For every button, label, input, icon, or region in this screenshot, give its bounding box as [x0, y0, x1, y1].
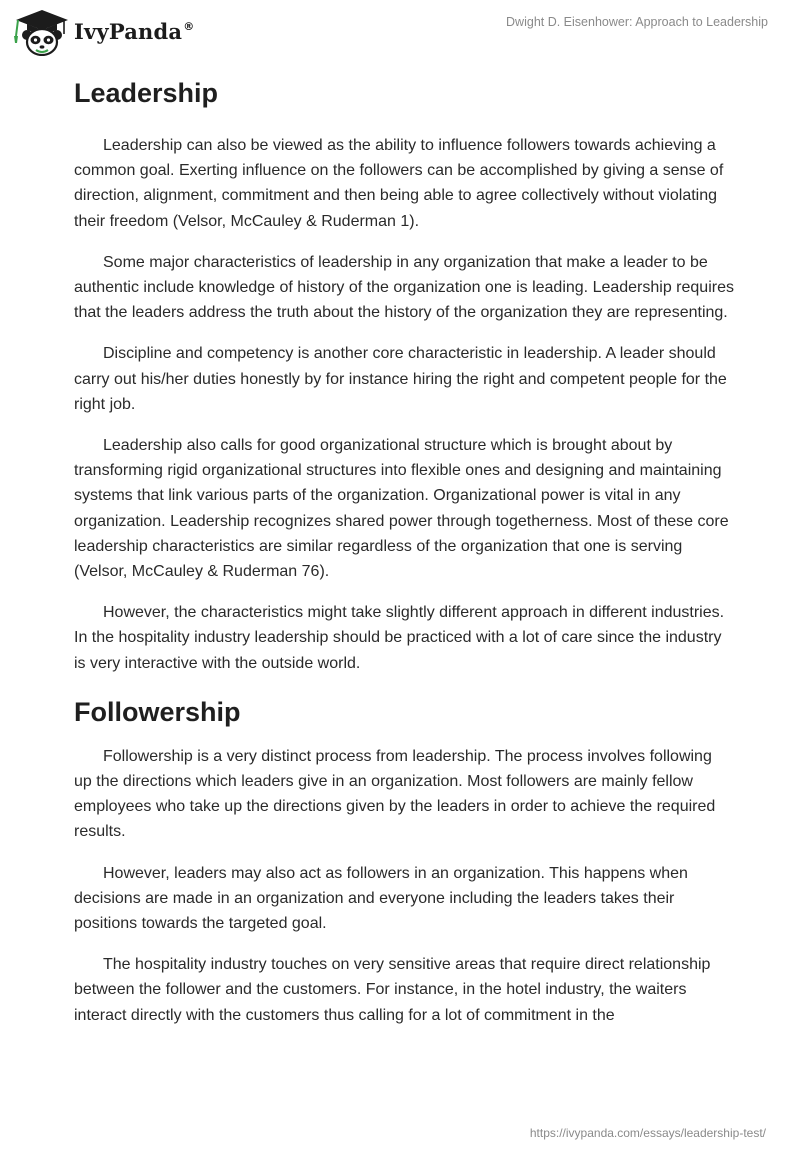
page-header	[0, 0, 800, 60]
ivypanda-logo[interactable]	[14, 8, 194, 56]
paragraph: Leadership can also be viewed as the ability to influence followers towards achieving a common goal. Exerting influence on the followers can be accomplished by giving a sense of direction, alignment, commitment and then being able to agree collectively without violating their freedom (Velsor, McCauley & Ruderman 1).	[74, 137, 724, 230]
paragraph: Leadership also calls for good organizational structure which is brought about by transforming rigid organizational structures into flexible ones and designing and maintaining systems that link various parts of the organization. Organizational power is vital in any organization. Leadership recognizes shared power through togetherness. Most of these core leadership characteristics are similar regardless of the organization that one is serving (Velsor, McCauley & Ruderman 76).	[74, 437, 729, 581]
paragraph: Some major characteristics of leadership in any organization that make a leader to be authentic include knowledge of history of the organization one is leading. Leadership requires that the leaders address the truth about the history of the organization they are representing.	[74, 253, 734, 322]
section-heading-leadership: Leadership	[74, 78, 219, 108]
paragraph: However, the characteristics might take slightly different approach in different industries. In the hospitality industry leadership should be practiced with a lot of care since the industry is very interactive with the outside world.	[74, 604, 725, 672]
logo-wordmark	[74, 19, 194, 44]
essay-content	[74, 70, 734, 1044]
paragraph: Followership is a very distinct process from leadership. The process involves following up the directions which leaders give in an organization. Most followers are mainly fellow employees who take up the directions given by the leaders in order to achieve the required results.	[74, 747, 716, 841]
document-title: Dwight D. Eisenhower: Approach to Leadership	[506, 15, 768, 29]
source-url-link[interactable]: https://ivypanda.com/essays/leadership-test/	[529, 1126, 766, 1140]
logo-text: IvyPanda	[74, 18, 183, 44]
section-heading-followership: Followership	[74, 696, 241, 727]
registered-mark: ®	[183, 19, 195, 33]
paragraph: The hospitality industry touches on very sensitive areas that require direct relationship between the follower and the customers. For instance, in the hotel industry, the waiters interact directly with the customers thus calling for a lot of commitment in the	[74, 956, 711, 1024]
paragraph: However, leaders may also act as followers in an organization. This happens when decisions are made in an organization and everyone including the leaders takes their positions towards the targeted goal.	[74, 864, 688, 933]
panda-graduate-icon	[14, 8, 70, 56]
paragraph: Discipline and competency is another core characteristic in leadership. A leader should carry out his/her duties honestly by for instance hiring the right and competent people for the right job.	[74, 345, 727, 413]
